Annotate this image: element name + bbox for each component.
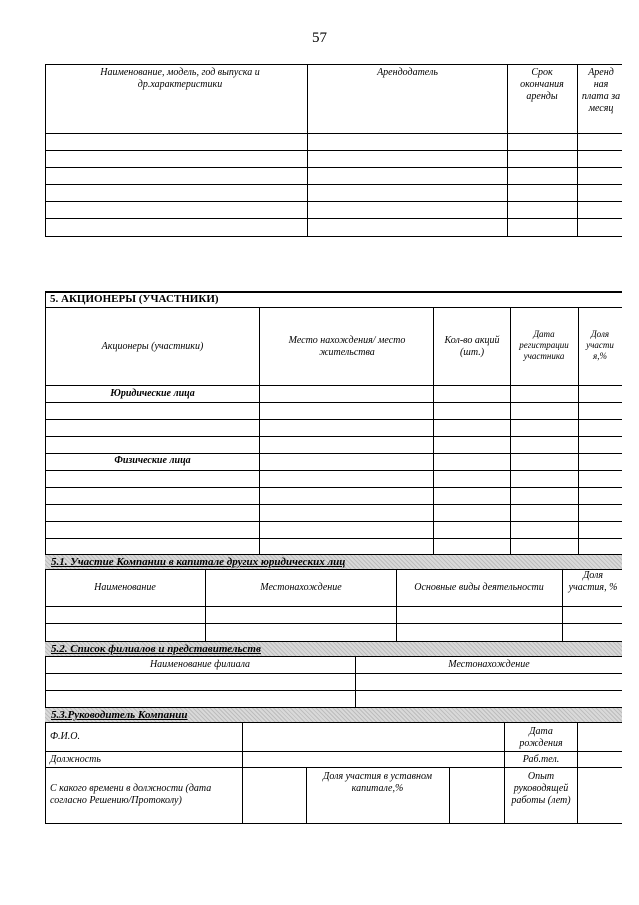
director-position-label: Должность bbox=[50, 754, 101, 765]
section-52-title: 5.2. Список филиалов и представительств bbox=[51, 643, 261, 655]
shareholders-header-location: Место нахождения/ место жительства bbox=[288, 335, 406, 358]
director-share-label: Доля участия в уставном капитале,% bbox=[322, 771, 432, 794]
individuals-label: Физические лица bbox=[114, 455, 191, 466]
section-5-title: 5. АКЦИОНЕРЫ (УЧАСТНИКИ) bbox=[50, 293, 219, 305]
shareholders-header-reg-date: Дата регистрации участника bbox=[519, 329, 569, 361]
participation-header-activity: Основные виды деятельности bbox=[414, 582, 544, 593]
director-since-label: С какого времени в должности (дата согласно Решению/Протоколу) bbox=[50, 783, 212, 806]
director-phone-label: Раб.тел. bbox=[522, 754, 560, 765]
shareholders-header-shares: Кол-во акций (шт.) bbox=[444, 335, 500, 358]
branches-header-location: Местонахождение bbox=[448, 659, 530, 670]
director-birth-date-label: Дата рождения bbox=[519, 726, 563, 749]
shareholders-header-name: Акционеры (участники) bbox=[101, 341, 204, 352]
page-number: 57 bbox=[312, 30, 327, 46]
lease-header-lessor: Арендодатель bbox=[377, 67, 438, 78]
participation-header-location: Местонахождение bbox=[260, 582, 342, 593]
shareholders-header-share: Доля участи я,% bbox=[586, 329, 614, 361]
lease-header-rent: Аренд ная плата за месяц bbox=[581, 67, 621, 114]
lease-header-term: Срок окончания аренды bbox=[520, 67, 564, 102]
section-51-title: 5.1. Участие Компании в капитале других юридических лиц bbox=[51, 556, 346, 568]
lease-header-name: Наименование, модель, год выпуска и др.характеристики bbox=[100, 67, 260, 90]
participation-header-name: Наименование bbox=[94, 582, 156, 593]
director-fio-label: Ф.И.О. bbox=[50, 731, 80, 742]
section-53-title: 5.3.Руководитель Компании bbox=[51, 709, 188, 721]
participation-header-share: Доля участия, % bbox=[568, 570, 618, 593]
director-experience-label: Опыт руководящей работы (лет) bbox=[511, 771, 571, 806]
branches-header-name: Наименование филиала bbox=[149, 659, 251, 670]
legal-entities-label: Юридические лица bbox=[110, 388, 195, 399]
